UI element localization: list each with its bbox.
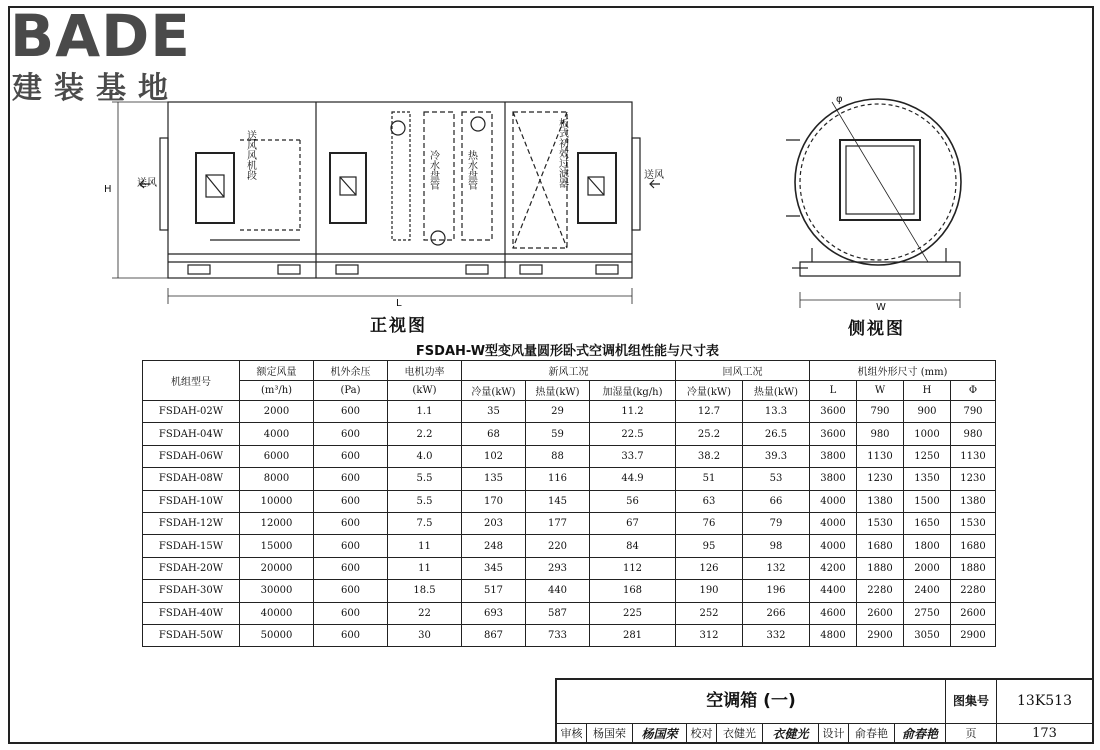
atlas-number-label: 图集号 (946, 680, 997, 723)
table-cell: 168 (590, 580, 676, 602)
table-cell: 3800 (810, 445, 857, 467)
header-dim-phi: Φ (951, 381, 996, 401)
table-cell: 39.3 (743, 445, 810, 467)
design-signature: 俞春艳 (895, 724, 946, 744)
header-airflow-unit: (m³/h) (240, 381, 314, 401)
table-cell: 102 (462, 445, 526, 467)
table-cell: 11 (388, 535, 462, 557)
table-cell: 15000 (240, 535, 314, 557)
table-cell: 1680 (951, 535, 996, 557)
table-cell: 2400 (904, 580, 951, 602)
table-cell: 980 (857, 423, 904, 445)
table-cell: 6000 (240, 445, 314, 467)
table-cell: 132 (743, 557, 810, 579)
table-cell: 693 (462, 602, 526, 624)
table-cell: FSDAH-02W (143, 401, 240, 423)
spec-table-body (143, 401, 996, 647)
page-label: 页 (946, 724, 997, 744)
table-row (143, 423, 996, 445)
table-cell: 56 (590, 490, 676, 512)
table-cell: 345 (462, 557, 526, 579)
table-cell: 112 (590, 557, 676, 579)
table-cell: FSDAH-06W (143, 445, 240, 467)
table-cell: 980 (951, 423, 996, 445)
side-view-drawing (786, 99, 961, 308)
table-cell: 440 (526, 580, 590, 602)
table-cell: 190 (676, 580, 743, 602)
table-cell: 1880 (951, 557, 996, 579)
table-cell: 790 (857, 401, 904, 423)
table-cell: 600 (314, 602, 388, 624)
table-row (143, 624, 996, 646)
header-power: 电机功率 (388, 361, 462, 381)
table-cell: 2600 (951, 602, 996, 624)
table-cell: FSDAH-15W (143, 535, 240, 557)
table-cell: 790 (951, 401, 996, 423)
header-dim-l: L (810, 381, 857, 401)
logo-main-text: BADE (10, 2, 191, 70)
header-dims: 机组外形尺寸 (mm) (810, 361, 996, 381)
table-cell: FSDAH-12W (143, 512, 240, 534)
table-cell: FSDAH-10W (143, 490, 240, 512)
section-filter-label: 板式初效过滤器 (556, 118, 568, 188)
table-cell: 1800 (904, 535, 951, 557)
table-cell: 53 (743, 468, 810, 490)
front-left-air-label: 送风 (137, 178, 157, 189)
table-cell: 66 (743, 490, 810, 512)
table-cell: 1680 (857, 535, 904, 557)
table-cell: 145 (526, 490, 590, 512)
section-cold-coil-label: 冷水盘管 (427, 150, 439, 190)
table-cell: 22.5 (590, 423, 676, 445)
table-cell: 63 (676, 490, 743, 512)
table-cell: 252 (676, 602, 743, 624)
table-cell: 1.1 (388, 401, 462, 423)
table-cell: 600 (314, 557, 388, 579)
table-cell: 4000 (810, 512, 857, 534)
header-dim-h: H (904, 381, 951, 401)
table-cell: 2.2 (388, 423, 462, 445)
table-cell: 1350 (904, 468, 951, 490)
table-cell: 600 (314, 468, 388, 490)
table-cell: FSDAH-04W (143, 423, 240, 445)
table-cell: 98 (743, 535, 810, 557)
side-dim-width: W (876, 302, 886, 313)
header-pressure: 机外余压 (314, 361, 388, 381)
table-row (143, 445, 996, 467)
table-cell: 26.5 (743, 423, 810, 445)
table-cell: 293 (526, 557, 590, 579)
table-cell: 4400 (810, 580, 857, 602)
table-cell: 11 (388, 557, 462, 579)
front-view-drawing (112, 102, 660, 304)
table-cell: 2750 (904, 602, 951, 624)
table-cell: 177 (526, 512, 590, 534)
header-fresh-heat: 热量(kW) (526, 381, 590, 401)
table-cell: 867 (462, 624, 526, 646)
header-model: 机组型号 (143, 361, 240, 401)
table-cell: 1530 (857, 512, 904, 534)
table-cell: 2280 (951, 580, 996, 602)
table-cell: 84 (590, 535, 676, 557)
table-row (143, 602, 996, 624)
table-cell: 4000 (810, 535, 857, 557)
table-cell: 4000 (810, 490, 857, 512)
table-cell: 5.5 (388, 490, 462, 512)
table-cell: 4.0 (388, 445, 462, 467)
table-cell: 1230 (857, 468, 904, 490)
table-cell: 3600 (810, 423, 857, 445)
table-cell: 116 (526, 468, 590, 490)
header-fresh: 新风工况 (462, 361, 676, 381)
table-cell: 1250 (904, 445, 951, 467)
table-row (143, 557, 996, 579)
table-cell: 1380 (857, 490, 904, 512)
table-title: FSDAH-W型变风量圆形卧式空调机组性能与尺寸表 (415, 344, 720, 359)
table-cell: 79 (743, 512, 810, 534)
table-row (143, 535, 996, 557)
table-cell: FSDAH-40W (143, 602, 240, 624)
table-cell: 76 (676, 512, 743, 534)
table-cell: 30 (388, 624, 462, 646)
table-cell: 600 (314, 423, 388, 445)
table-row (143, 580, 996, 602)
title-block (555, 678, 1092, 744)
table-cell: 7.5 (388, 512, 462, 534)
side-view-label: 侧视图 (848, 319, 905, 339)
table-cell: 203 (462, 512, 526, 534)
table-cell: 281 (590, 624, 676, 646)
side-dim-diameter: φ (836, 94, 843, 105)
check-label: 校对 (687, 724, 717, 744)
section-hot-coil-label: 热水盘管 (465, 150, 477, 190)
table-cell: 600 (314, 624, 388, 646)
header-dim-w: W (857, 381, 904, 401)
table-cell: 126 (676, 557, 743, 579)
table-cell: 2000 (904, 557, 951, 579)
table-cell: 220 (526, 535, 590, 557)
table-cell: 59 (526, 423, 590, 445)
design-name: 俞春艳 (849, 724, 895, 744)
table-cell: 30000 (240, 580, 314, 602)
table-cell: 1130 (857, 445, 904, 467)
table-cell: FSDAH-50W (143, 624, 240, 646)
table-cell: 4800 (810, 624, 857, 646)
table-cell: 3800 (810, 468, 857, 490)
table-cell: 587 (526, 602, 590, 624)
front-dim-length: L (396, 298, 402, 309)
check-signature: 衣健光 (763, 724, 819, 744)
header-pressure-unit: (Pa) (314, 381, 388, 401)
front-view-label: 正视图 (370, 316, 427, 336)
table-cell: 3050 (904, 624, 951, 646)
review-label: 审核 (557, 724, 587, 744)
table-cell: 13.3 (743, 401, 810, 423)
table-cell: 68 (462, 423, 526, 445)
table-cell: 18.5 (388, 580, 462, 602)
table-cell: FSDAH-08W (143, 468, 240, 490)
table-cell: 2000 (240, 401, 314, 423)
table-cell: 4200 (810, 557, 857, 579)
table-cell: 11.2 (590, 401, 676, 423)
front-right-air-label: 送风 (644, 170, 664, 181)
table-cell: 1000 (904, 423, 951, 445)
table-cell: 600 (314, 580, 388, 602)
table-cell: 4000 (240, 423, 314, 445)
spec-table (142, 360, 996, 647)
table-cell: 1530 (951, 512, 996, 534)
table-cell: 4600 (810, 602, 857, 624)
table-cell: 312 (676, 624, 743, 646)
table-cell: 12.7 (676, 401, 743, 423)
table-cell: 44.9 (590, 468, 676, 490)
table-row (143, 512, 996, 534)
table-row (143, 490, 996, 512)
table-cell: 88 (526, 445, 590, 467)
table-cell: 50000 (240, 624, 314, 646)
table-cell: 600 (314, 445, 388, 467)
table-cell: 51 (676, 468, 743, 490)
table-cell: 225 (590, 602, 676, 624)
table-cell: 600 (314, 512, 388, 534)
table-cell: 1230 (951, 468, 996, 490)
table-cell: 170 (462, 490, 526, 512)
table-cell: FSDAH-20W (143, 557, 240, 579)
table-cell: 248 (462, 535, 526, 557)
header-airflow: 额定风量 (240, 361, 314, 381)
review-name: 杨国荣 (587, 724, 633, 744)
header-return: 回风工况 (676, 361, 810, 381)
table-cell: 33.7 (590, 445, 676, 467)
table-cell: 35 (462, 401, 526, 423)
table-cell: 600 (314, 535, 388, 557)
table-cell: 25.2 (676, 423, 743, 445)
table-cell: 332 (743, 624, 810, 646)
design-label: 设计 (819, 724, 849, 744)
table-cell: 1880 (857, 557, 904, 579)
table-cell: 95 (676, 535, 743, 557)
table-cell: FSDAH-30W (143, 580, 240, 602)
table-cell: 67 (590, 512, 676, 534)
table-cell: 8000 (240, 468, 314, 490)
table-cell: 40000 (240, 602, 314, 624)
table-cell: 266 (743, 602, 810, 624)
drawing-views (0, 0, 1100, 340)
table-cell: 5.5 (388, 468, 462, 490)
table-cell: 12000 (240, 512, 314, 534)
table-cell: 600 (314, 401, 388, 423)
table-cell: 1500 (904, 490, 951, 512)
header-power-unit: (kW) (388, 381, 462, 401)
header-fresh-cool: 冷量(kW) (462, 381, 526, 401)
table-cell: 10000 (240, 490, 314, 512)
table-cell: 2900 (951, 624, 996, 646)
table-cell: 2600 (857, 602, 904, 624)
table-cell: 600 (314, 490, 388, 512)
page-number: 173 (1032, 726, 1057, 741)
section-fan-label: 送风风机段 (244, 130, 256, 180)
table-cell: 733 (526, 624, 590, 646)
table-row (143, 401, 996, 423)
table-cell: 38.2 (676, 445, 743, 467)
table-cell: 1650 (904, 512, 951, 534)
table-cell: 196 (743, 580, 810, 602)
table-cell: 1380 (951, 490, 996, 512)
table-cell: 900 (904, 401, 951, 423)
logo-sub-text: 建装基地 (12, 71, 180, 106)
table-cell: 1130 (951, 445, 996, 467)
table-cell: 22 (388, 602, 462, 624)
header-fresh-humid: 加湿量(kg/h) (590, 381, 676, 401)
front-dim-height: H (104, 184, 112, 195)
table-cell: 20000 (240, 557, 314, 579)
review-signature: 杨国荣 (633, 724, 687, 744)
table-cell: 2280 (857, 580, 904, 602)
table-row (143, 468, 996, 490)
drawing-title: 空调箱 (一) (557, 680, 946, 723)
table-cell: 3600 (810, 401, 857, 423)
header-return-cool: 冷量(kW) (676, 381, 743, 401)
table-cell: 517 (462, 580, 526, 602)
table-cell: 135 (462, 468, 526, 490)
header-return-heat: 热量(kW) (743, 381, 810, 401)
atlas-number-value: 13K513 (1017, 693, 1072, 709)
check-name: 衣健光 (717, 724, 763, 744)
table-cell: 29 (526, 401, 590, 423)
table-cell: 2900 (857, 624, 904, 646)
